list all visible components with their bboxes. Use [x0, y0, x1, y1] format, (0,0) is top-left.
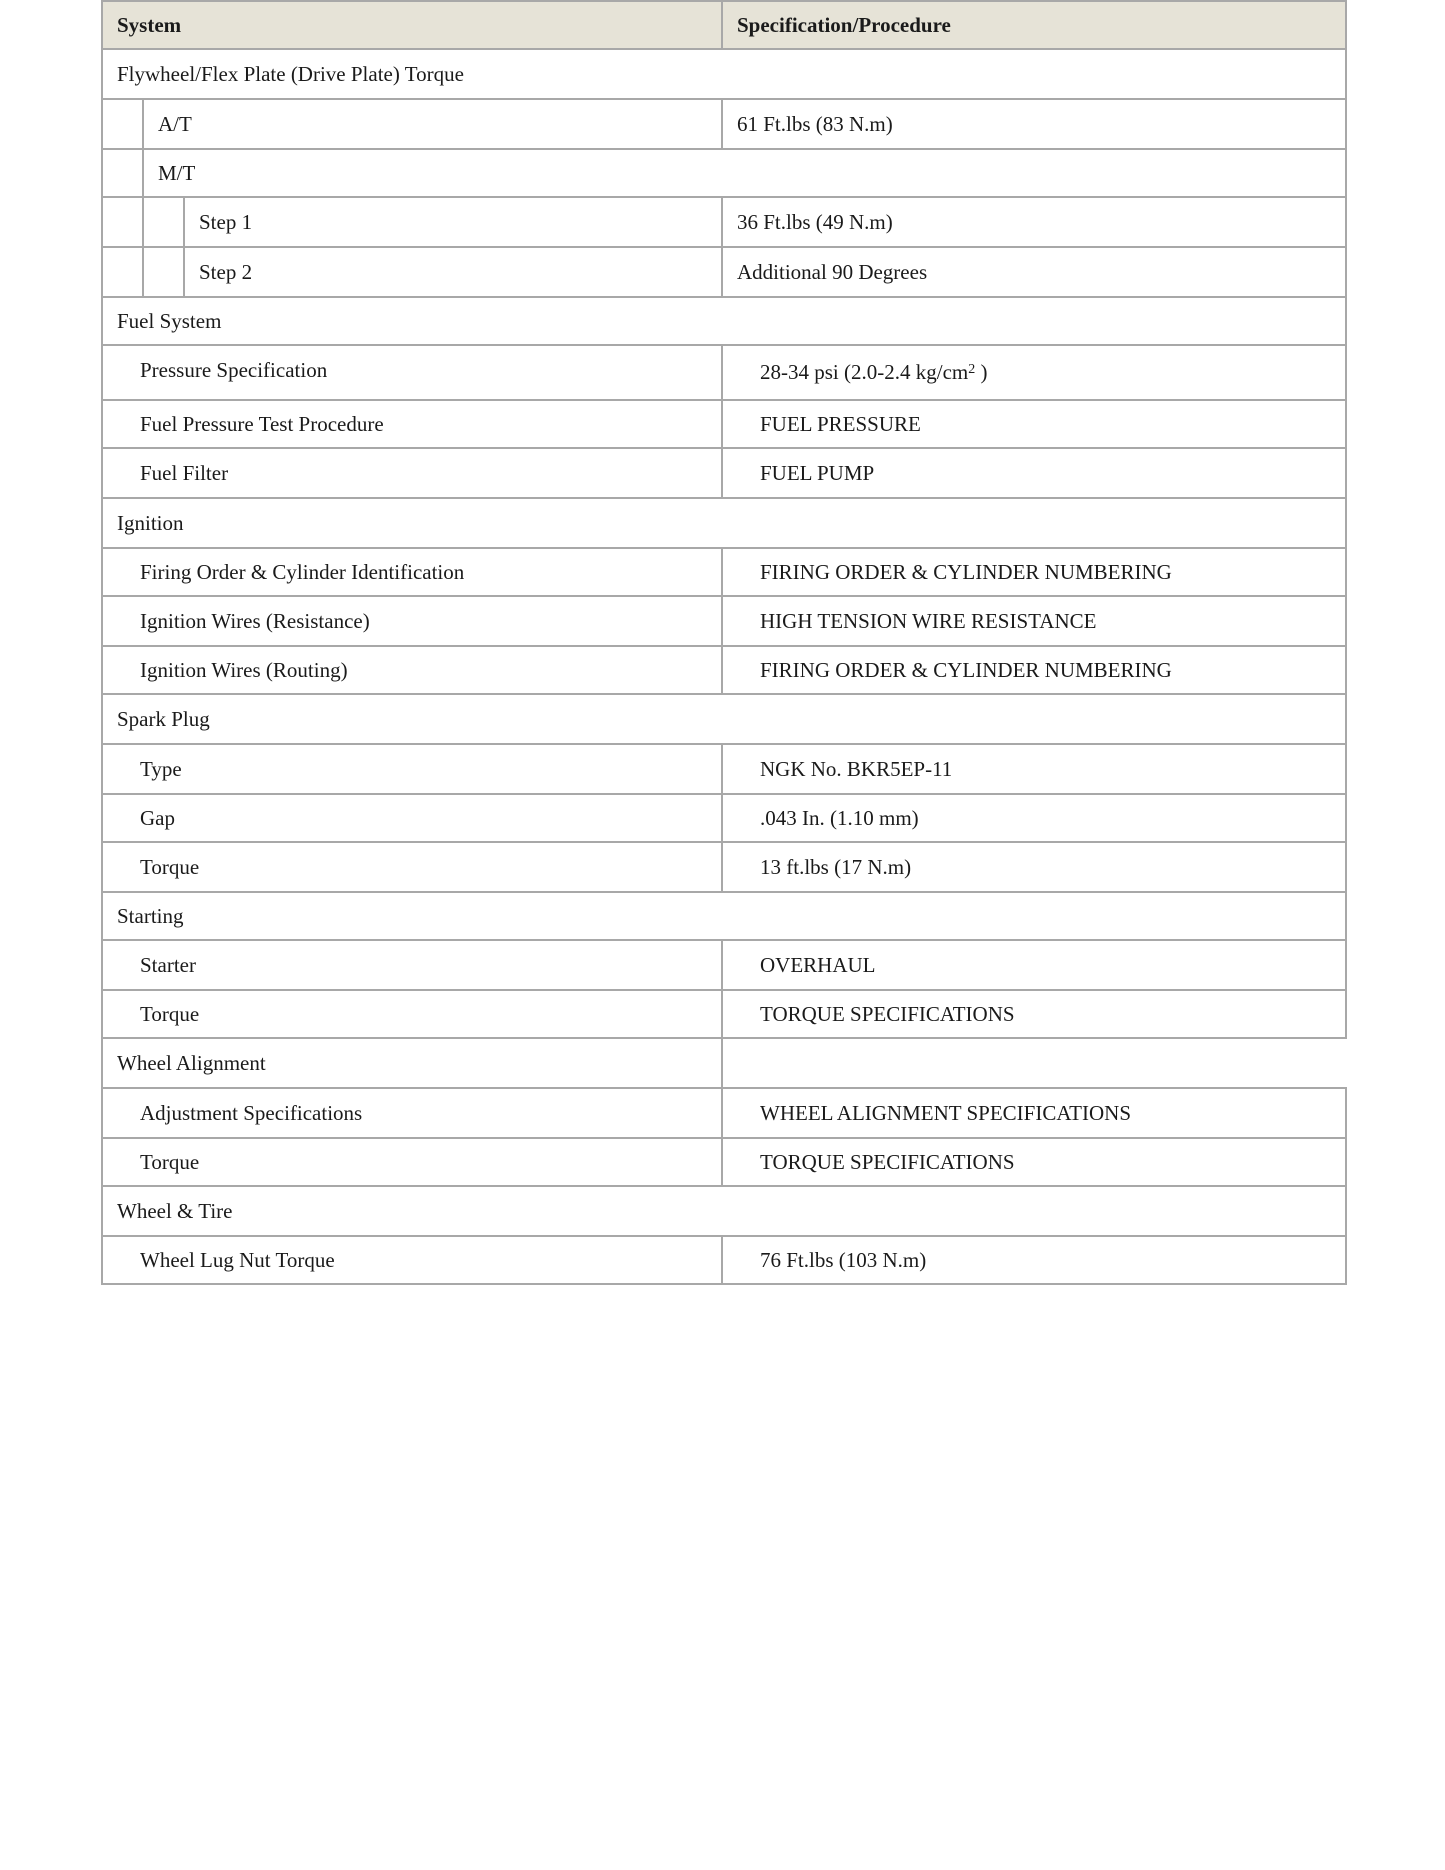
section-row-spark-plug: [101, 695, 1347, 745]
row-value-link[interactable]: FIRING ORDER & CYLINDER NUMBERING: [760, 559, 1172, 584]
column-header-specification: Specification/Procedure: [737, 12, 951, 37]
section-row-fuel-system: [101, 298, 1347, 346]
table-row: [101, 745, 1347, 795]
section-title: Wheel & Tire: [117, 1198, 233, 1223]
row-value: 61 Ft.lbs (83 N.m): [737, 111, 893, 136]
section-title: Spark Plug: [117, 706, 210, 731]
nested-label-cell: [103, 198, 723, 246]
table-row: [101, 597, 1347, 647]
row-label: Wheel Lug Nut Torque: [103, 1237, 723, 1283]
row-value-link[interactable]: TORQUE SPECIFICATIONS: [760, 1001, 1015, 1026]
row-label: Torque: [103, 1139, 723, 1185]
table-row: [101, 647, 1347, 695]
row-value: 76 Ft.lbs (103 N.m): [760, 1247, 927, 1272]
row-label: Pressure Specification: [103, 346, 723, 399]
row-label: A/T: [158, 111, 192, 136]
row-value-link[interactable]: TORQUE SPECIFICATIONS: [760, 1149, 1015, 1174]
indent-spacer: [103, 100, 144, 148]
row-value: 36 Ft.lbs (49 N.m): [737, 209, 893, 234]
row-value-link[interactable]: WHEEL ALIGNMENT SPECIFICATIONS: [760, 1100, 1131, 1125]
row-label: Type: [103, 745, 723, 793]
row-value: 28-34 psi (2.0-2.4 kg/cm $^2$ ): [760, 360, 988, 384]
table-row: [101, 346, 1347, 401]
column-header-system: System: [103, 2, 723, 48]
row-value: .043 In. (1.10 mm): [760, 805, 919, 830]
section-row-ignition: [101, 499, 1347, 549]
section-title: Ignition: [117, 510, 184, 535]
row-value-link[interactable]: HIGH TENSION WIRE RESISTANCE: [760, 608, 1097, 633]
section-title: Starting: [117, 903, 184, 928]
table-row: [101, 1089, 1347, 1139]
section-title: Fuel System: [117, 308, 222, 333]
section-row-wheel-alignment: [101, 1039, 1347, 1089]
section-row-starting: [101, 893, 1347, 941]
row-value-link[interactable]: FIRING ORDER & CYLINDER NUMBERING: [760, 657, 1172, 682]
section-title: Wheel Alignment: [103, 1039, 723, 1087]
row-label: Ignition Wires (Routing): [103, 647, 723, 693]
table-row: [101, 150, 1347, 198]
table-row: [101, 991, 1347, 1039]
row-label: M/T: [158, 160, 196, 185]
row-label: Step 2: [199, 259, 253, 284]
indent-spacer: [103, 248, 144, 296]
row-label: Step 1: [199, 209, 253, 234]
row-value-link[interactable]: OVERHAUL: [760, 952, 876, 977]
empty-cell: [723, 1039, 1347, 1087]
section-row-flywheel: [101, 50, 1347, 100]
table-row: [101, 100, 1347, 150]
row-value: Additional 90 Degrees: [737, 259, 928, 284]
row-value: NGK No. BKR5EP-11: [760, 756, 953, 781]
section-row-wheel-tire: [101, 1187, 1347, 1237]
row-value: 13 ft.lbs (17 N.m): [760, 854, 912, 879]
row-label: Fuel Filter: [103, 449, 723, 497]
row-label: Torque: [103, 843, 723, 891]
table-row: [101, 843, 1347, 893]
row-label: Torque: [103, 991, 723, 1037]
table-row: [101, 795, 1347, 843]
table-row: [101, 549, 1347, 597]
specification-table: [101, 0, 1347, 1285]
indent-spacer: [103, 150, 144, 196]
table-row: [101, 449, 1347, 499]
row-label: Gap: [103, 795, 723, 841]
table-row: [101, 401, 1347, 449]
indent-spacer: [103, 198, 144, 246]
row-value-link[interactable]: FUEL PRESSURE: [760, 411, 921, 436]
row-label: Fuel Pressure Test Procedure: [103, 401, 723, 447]
row-label: Firing Order & Cylinder Identification: [103, 549, 723, 595]
table-row: [101, 941, 1347, 991]
row-label: Adjustment Specifications: [103, 1089, 723, 1137]
pressure-value-text: 28-34 psi (2.0-2.4 kg/cm: [760, 360, 969, 384]
table-row: [101, 1237, 1347, 1285]
table-row: [101, 1139, 1347, 1187]
indent-spacer: [144, 248, 185, 296]
indent-spacer: [144, 198, 185, 246]
table-header-row: [101, 0, 1347, 50]
row-label: Starter: [103, 941, 723, 989]
nested-label-cell: [103, 248, 723, 296]
table-row: [101, 198, 1347, 248]
pressure-value-tail: ): [975, 360, 988, 384]
row-label: Ignition Wires (Resistance): [103, 597, 723, 645]
table-row: [101, 248, 1347, 298]
nested-label-cell: [103, 100, 723, 148]
row-value-link[interactable]: FUEL PUMP: [760, 460, 875, 485]
section-title: Flywheel/Flex Plate (Drive Plate) Torque: [117, 61, 464, 86]
